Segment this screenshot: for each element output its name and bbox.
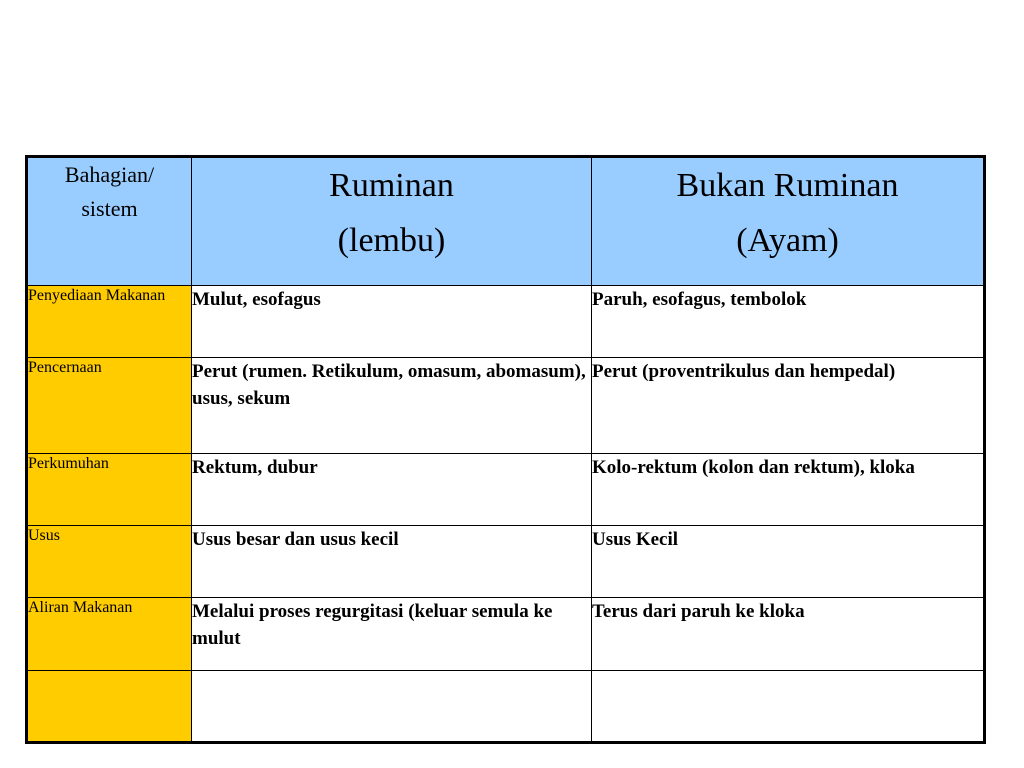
- bukan-ruminan-cell: Kolo-rektum (kolon dan rektum), kloka: [592, 454, 985, 526]
- row-label: Usus: [27, 526, 192, 598]
- header-bukan-ruminan-line1: Bukan Ruminan: [676, 167, 899, 204]
- ruminan-cell: Mulut, esofagus: [192, 286, 592, 358]
- bukan-ruminan-cell: Paruh, esofagus, tembolok: [592, 286, 985, 358]
- bukan-ruminan-cell: Usus Kecil: [592, 526, 985, 598]
- bukan-ruminan-cell: Perut (proventrikulus dan hempedal): [592, 358, 985, 454]
- ruminan-cell: Rektum, dubur: [192, 454, 592, 526]
- table-row: [27, 598, 985, 671]
- header-bahagian-line2: sistem: [81, 196, 138, 221]
- header-ruminan-line1: Ruminan: [329, 167, 454, 204]
- ruminan-cell: Melalui proses regurgitasi (keluar semula ke mulut: [192, 598, 592, 671]
- header-bahagian: [27, 157, 192, 286]
- ruminan-cell: [192, 671, 592, 743]
- header-ruminan: [192, 157, 592, 286]
- row-label: Perkumuhan: [27, 454, 192, 526]
- ruminan-cell: Perut (rumen. Retikulum, omasum, abomasum), usus, sekum: [192, 358, 592, 454]
- table-row: [27, 358, 985, 454]
- row-label: Penyediaan Makanan: [27, 286, 192, 358]
- table-row: [27, 671, 985, 743]
- bukan-ruminan-cell: Terus dari paruh ke kloka: [592, 598, 985, 671]
- table-row: [27, 286, 985, 358]
- bukan-ruminan-cell: [592, 671, 985, 743]
- table-row: [27, 526, 985, 598]
- comparison-table: [25, 155, 986, 744]
- ruminan-cell: Usus besar dan usus kecil: [192, 526, 592, 598]
- table-row: [27, 454, 985, 526]
- table-header-row: [27, 157, 985, 286]
- row-label: Aliran Makanan: [27, 598, 192, 671]
- row-label: Pencernaan: [27, 358, 192, 454]
- row-label: [27, 671, 192, 743]
- header-bahagian-line1: Bahagian/: [64, 162, 155, 187]
- header-ruminan-line2: (lembu): [337, 222, 446, 259]
- header-bukan-ruminan-line2: (Ayam): [736, 222, 839, 259]
- header-bukan-ruminan: [592, 157, 985, 286]
